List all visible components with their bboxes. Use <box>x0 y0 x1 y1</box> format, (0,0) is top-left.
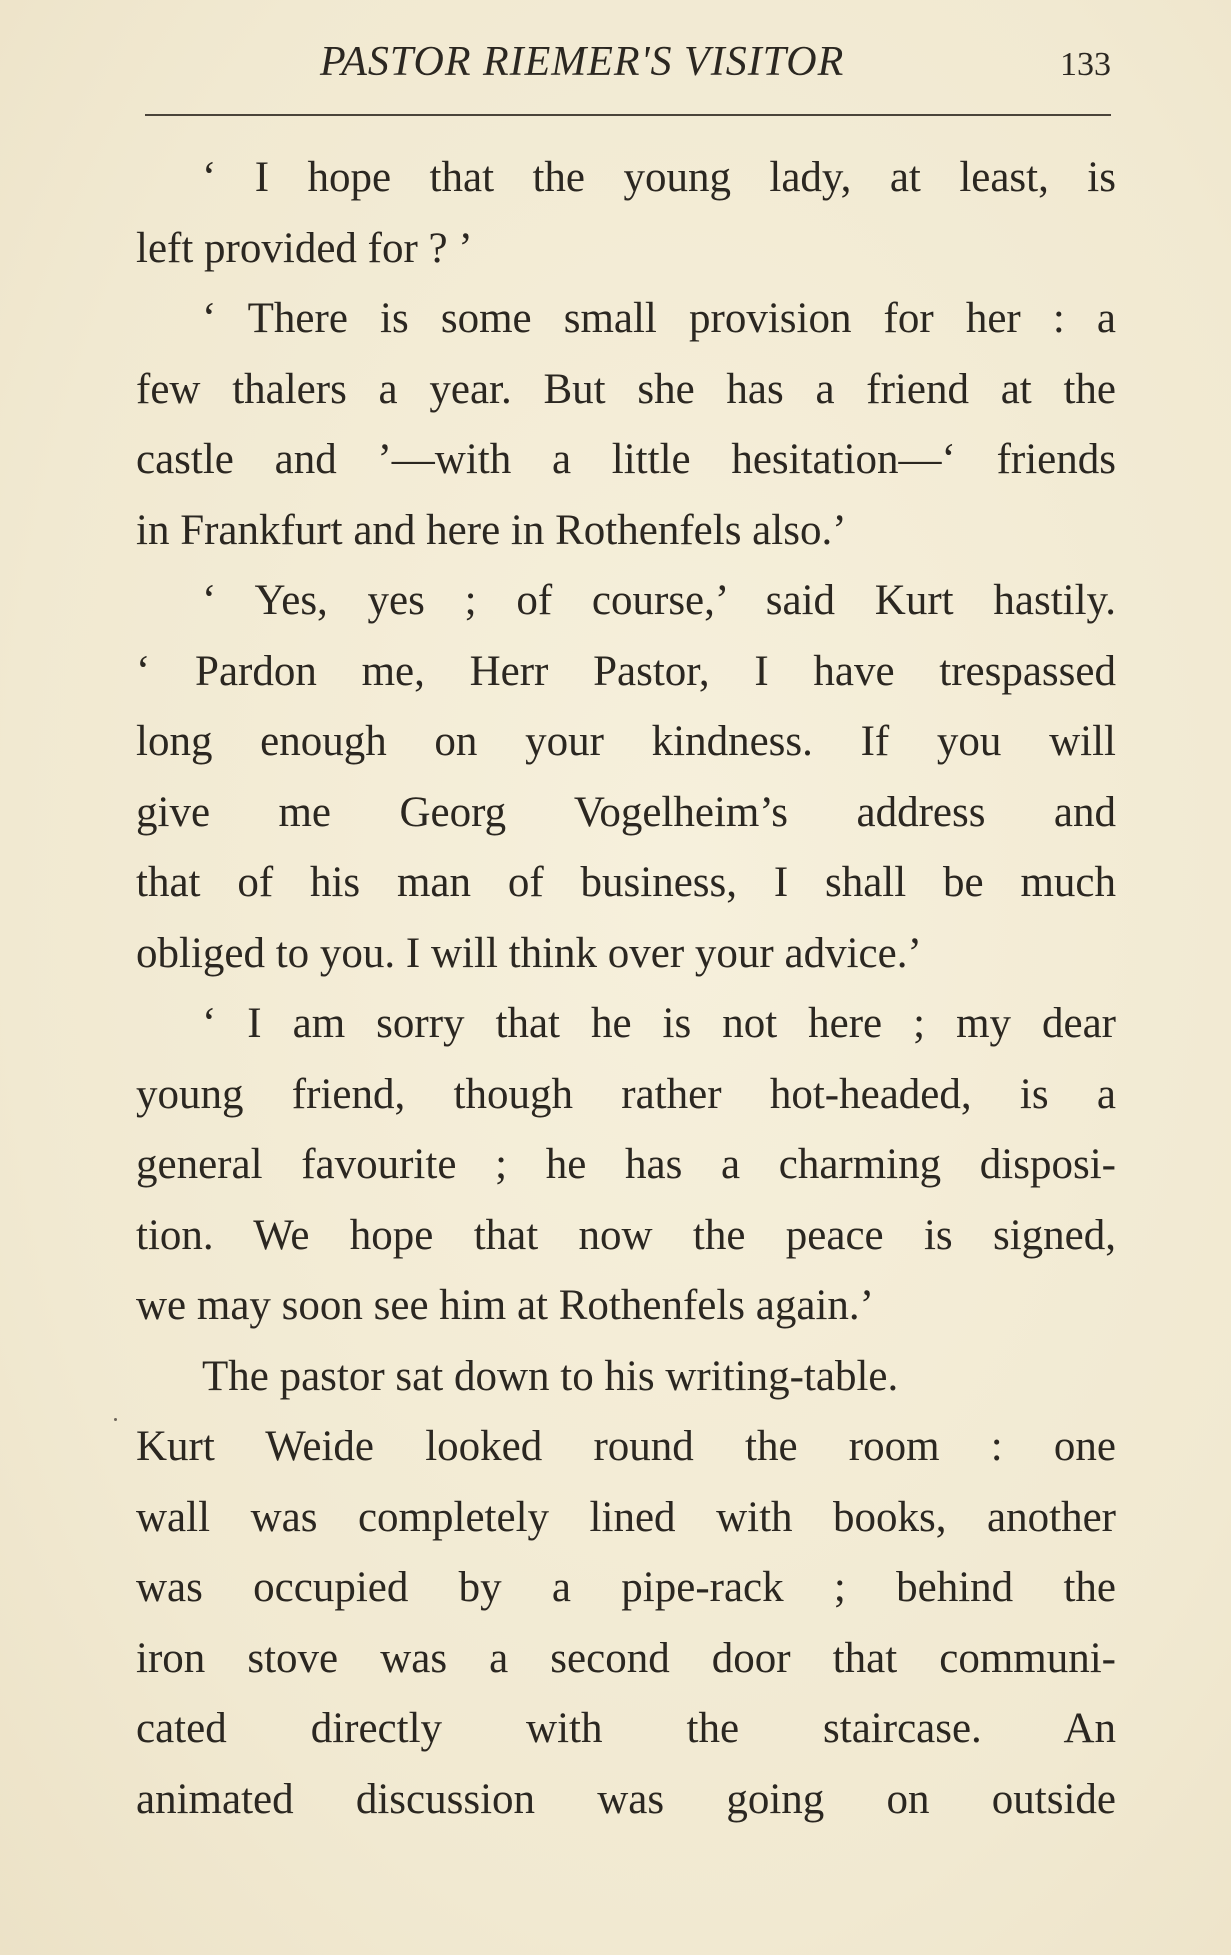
text-line: tion. We hope that now the peace is signed, <box>136 1211 1116 1259</box>
body-text <box>136 143 1116 1835</box>
text-line: animated discussion was going on outside <box>136 1775 1116 1823</box>
text-line: ‘ There is some small provision for her : a <box>202 295 1116 342</box>
margin-speck <box>114 1418 117 1421</box>
text-line: give me Georg Vogelheim’s address and <box>136 788 1116 836</box>
text-line: long enough on your kindness. If you will <box>136 718 1116 765</box>
page-number: 133 <box>1060 46 1111 83</box>
text-line: obliged to you. I will think over your advice.’ <box>136 929 922 977</box>
text-line: left provided for ? ’ <box>136 224 473 272</box>
text-line: was occupied by a pipe-rack ; behind the <box>136 1564 1116 1611</box>
running-head <box>145 38 1111 98</box>
text-line: in Frankfurt and here in Rothenfels also.’ <box>136 506 847 554</box>
text-line: ‘ I hope that the young lady, at least, is <box>202 154 1116 201</box>
text-line: ‘ Pardon me, Herr Pastor, I have trespassed <box>136 647 1116 695</box>
text-line: wall was completely lined with books, another <box>136 1493 1116 1541</box>
text-line: few thalers a year. But she has a friend at the <box>136 365 1116 413</box>
text-line: general favourite ; he has a charming disposi- <box>136 1141 1116 1188</box>
text-line: that of his man of business, I shall be much <box>136 859 1116 906</box>
text-line: young friend, though rather hot-headed, is a <box>136 1070 1116 1118</box>
text-line: castle and ’—with a little hesitation—‘ friends <box>136 436 1116 483</box>
text-line: iron stove was a second door that communi- <box>136 1634 1116 1682</box>
text-line: cated directly with the staircase. An <box>136 1705 1116 1752</box>
header-rule <box>145 114 1111 116</box>
text-line: ‘ I am sorry that he is not here ; my dear <box>202 1000 1116 1047</box>
text-line: The pastor sat down to his writing-table. <box>202 1352 899 1400</box>
running-title: PASTOR RIEMER'S VISITOR <box>320 39 845 85</box>
text-line: Kurt Weide looked round the room : one <box>136 1423 1116 1470</box>
text-line: we may soon see him at Rothenfels again.’ <box>136 1282 874 1329</box>
text-line: ‘ Yes, yes ; of course,’ said Kurt hastily. <box>202 577 1116 624</box>
